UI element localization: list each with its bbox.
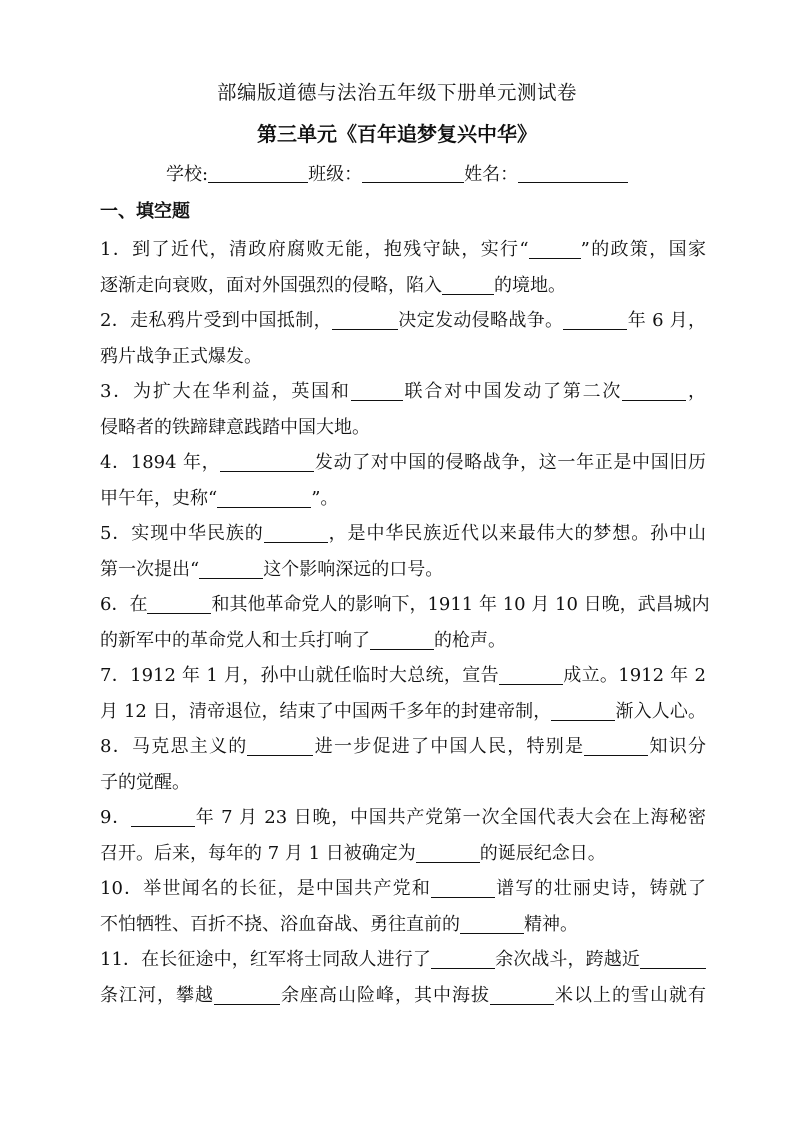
question-text: 4．1894 年，	[100, 452, 221, 473]
question-text: 5．实现中华民族的	[100, 523, 264, 544]
question-8-line-1	[100, 729, 706, 765]
answer-blank[interactable]	[264, 522, 328, 543]
question-2-line-1	[100, 303, 706, 339]
question-11-line-2	[100, 978, 706, 1014]
class-label: 班级：	[308, 164, 363, 185]
section-title: 一、填空题	[100, 201, 190, 222]
question-3-line-2	[100, 410, 706, 446]
name-label: 姓名：	[464, 164, 519, 185]
question-text: 的诞辰纪念日。	[479, 842, 606, 864]
exam-title: 部编版道德与法治五年级下册单元测试卷	[216, 81, 577, 104]
question-text: 侵略者的铁蹄肆意践踏中国大地。	[100, 416, 370, 438]
question-1-line-1	[100, 232, 706, 268]
answer-blank[interactable]	[199, 558, 263, 579]
question-text: 1．到了近代，清政府腐败无能，抱残守缺，实行“	[100, 239, 529, 260]
question-text: 9．	[100, 807, 132, 828]
answer-blank[interactable]	[217, 487, 311, 508]
question-text: 发动了对中国的侵略战争，这一年正是中国旧历	[314, 452, 707, 473]
question-text: 这个影响深远的口号。	[263, 558, 444, 580]
question-text: 第一次提出“	[100, 558, 200, 580]
school-label: 学校:	[166, 164, 209, 185]
question-text: 和其他革命党人的影响下，1911 年 10 月 10 日晚，武昌城内	[211, 594, 710, 615]
answer-blank[interactable]	[640, 948, 706, 969]
question-text: 8．马克思主义的	[100, 736, 248, 757]
answer-blank[interactable]	[431, 877, 495, 898]
question-text: 联合对中国发动了第二次	[402, 381, 623, 402]
answer-blank[interactable]	[442, 274, 494, 295]
answer-blank[interactable]	[431, 948, 495, 969]
question-text: 月 12 日，清帝退位，结束了中国两千多年的封建帝制，	[100, 700, 552, 722]
question-text: 渐入人心。	[615, 700, 706, 722]
question-text: ，是中华民族近代以来最伟大的梦想。孙中山	[327, 523, 707, 544]
question-text: 余座高山险峰，其中海拔	[280, 984, 490, 1006]
question-text: 鸦片战争正式爆发。	[100, 345, 262, 367]
answer-blank[interactable]	[490, 984, 554, 1005]
question-6-line-1	[100, 587, 710, 623]
answer-blank[interactable]	[563, 309, 627, 330]
name-blank[interactable]	[518, 164, 628, 183]
answer-blank[interactable]	[220, 451, 314, 472]
answer-blank[interactable]	[131, 806, 195, 827]
question-text: 3．为扩大在华利益，英国和	[100, 381, 351, 402]
question-text: 条江河，攀越	[100, 984, 214, 1006]
question-7-line-1	[100, 658, 706, 694]
question-text: 11．在长征途中，红军将士同敌人进行了	[100, 949, 431, 970]
question-7-line-2	[100, 694, 706, 730]
question-text: 10．举世闻名的长征，是中国共产党和	[100, 878, 431, 899]
question-text: 知识分	[648, 736, 707, 757]
answer-blank[interactable]	[584, 735, 648, 756]
question-text: 决定发动侵略战争。	[397, 310, 564, 331]
question-text: ，	[686, 381, 707, 402]
school-blank[interactable]	[208, 164, 308, 183]
question-5-line-1	[100, 516, 706, 552]
question-text: 7．1912 年 1 月，孙中山就任临时大总统，宣告	[100, 665, 499, 686]
answer-blank[interactable]	[622, 380, 686, 401]
question-3-line-1	[100, 374, 706, 410]
question-text: 的枪声。	[434, 629, 506, 651]
question-1-line-2	[100, 268, 706, 304]
question-2-line-2	[100, 339, 706, 375]
question-text: 米以上的雪山就有	[554, 984, 706, 1006]
question-text: 进一步促进了中国人民，特别是	[313, 736, 585, 757]
answer-blank[interactable]	[247, 735, 313, 756]
question-text: 年 7 月 23 日晚，中国共产党第一次全国代表大会在上海秘密	[195, 807, 706, 828]
answer-blank[interactable]	[147, 593, 211, 614]
question-text: 余次战斗，跨越近	[494, 949, 640, 970]
answer-blank[interactable]	[460, 913, 524, 934]
answer-blank[interactable]	[332, 309, 398, 330]
question-text: ”的政策，国家	[580, 239, 706, 260]
question-text: 甲午年，史称“	[100, 487, 218, 509]
question-text: 精神。	[524, 913, 578, 935]
unit-subtitle: 第三单元《百年追梦复兴中华》	[257, 122, 537, 146]
question-text: 不怕牺牲、百折不挠、浴血奋战、勇往直前的	[100, 913, 460, 935]
question-text: 的新军中的革命党人和士兵打响了	[100, 629, 370, 651]
question-4-line-2	[100, 481, 706, 517]
question-text: 年 6 月，	[627, 310, 707, 331]
question-6-line-2	[100, 623, 706, 659]
question-text: 成立。1912 年 2	[562, 665, 706, 686]
question-10-line-1	[100, 871, 706, 907]
answer-blank[interactable]	[370, 629, 434, 650]
answer-blank[interactable]	[214, 984, 280, 1005]
student-info-row	[166, 160, 628, 186]
answer-blank[interactable]	[529, 238, 581, 259]
answer-blank[interactable]	[416, 842, 480, 863]
answer-blank[interactable]	[351, 380, 403, 401]
question-5-line-2	[100, 552, 706, 588]
answer-blank[interactable]	[499, 664, 563, 685]
question-4-line-1	[100, 445, 706, 481]
question-10-line-2	[100, 907, 706, 943]
question-8-line-2	[100, 765, 706, 801]
question-text: 2．走私鸦片受到中国抵制，	[100, 310, 332, 331]
answer-blank[interactable]	[551, 700, 615, 721]
question-9-line-2	[100, 836, 706, 872]
question-text: 召开。后来，每年的 7 月 1 日被确定为	[100, 842, 416, 864]
question-text: 逐渐走向衰败，面对外国强烈的侵略，陷入	[100, 274, 442, 296]
question-text: 6．在	[100, 594, 148, 615]
question-text: ”。	[311, 487, 339, 509]
question-list	[100, 232, 710, 1013]
question-11-line-1	[100, 942, 706, 978]
question-text: 谱写的壮丽史诗，铸就了	[495, 878, 707, 899]
question-text: 子的觉醒。	[100, 771, 190, 793]
class-blank[interactable]	[362, 164, 464, 183]
question-9-line-1	[100, 800, 706, 836]
question-text: 的境地。	[494, 274, 566, 296]
